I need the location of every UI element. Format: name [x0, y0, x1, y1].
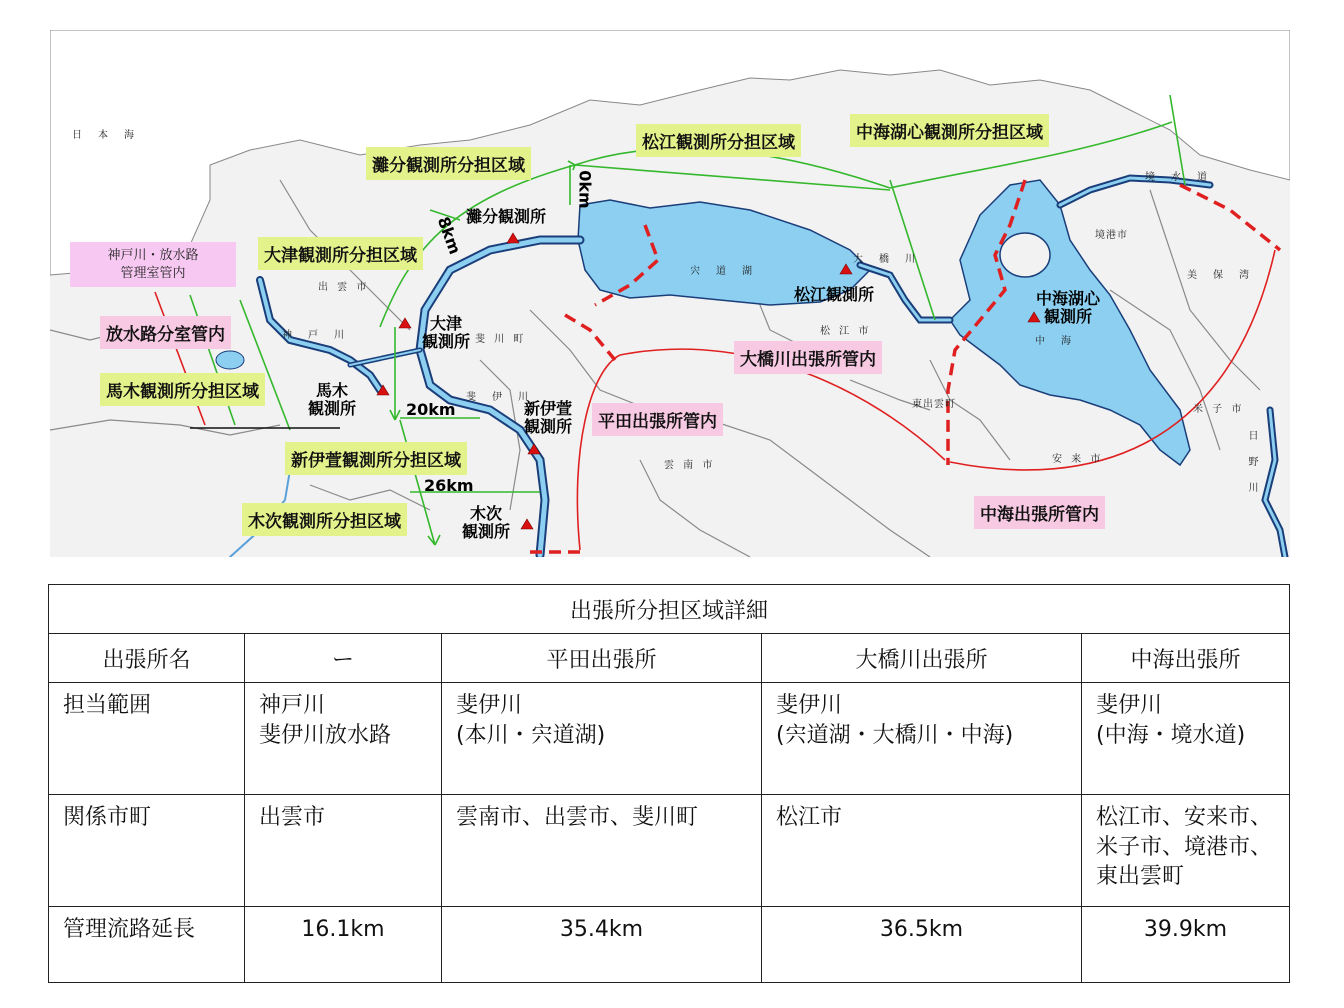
table-row — [49, 795, 1290, 907]
label-hii-river: 斐 伊 川 — [466, 392, 531, 403]
table-cell: 松江市 — [762, 795, 1082, 907]
label-kando-river: 神 戸 川 — [282, 330, 347, 341]
station-otsu-label: 大津 観測所 — [422, 314, 471, 351]
area-label-otsu: 大津観測所分担区域 — [258, 237, 423, 270]
region-izumo: 出 雲 市 — [318, 282, 370, 293]
table-row — [49, 683, 1290, 795]
station-nadabun-marker — [507, 233, 519, 243]
table-cell: 斐伊川 (本川・宍道湖) — [442, 683, 762, 795]
office-label-kando: 神戸川・放水路 管理室管内 — [70, 242, 236, 287]
office-label-nakaumi: 中海出張所管内 — [974, 496, 1105, 529]
station-magi-label: 馬木 観測所 — [308, 381, 357, 418]
station-otsu-marker — [399, 318, 411, 328]
table-header-row — [49, 634, 1290, 683]
region-hikawa: 斐 川 町 — [475, 334, 527, 345]
station-matsue-label: 松江観測所 — [794, 285, 875, 304]
region-sakaiminato: 境港市 — [1095, 230, 1128, 241]
table-cell: 36.5km — [762, 907, 1082, 983]
table-header: ー — [245, 634, 442, 683]
station-shinisuge-label: 新伊萱 観測所 — [524, 399, 573, 436]
river-management-map — [50, 30, 1290, 557]
table-cell: 神戸川 斐伊川放水路 — [245, 683, 442, 795]
table-cell: 出雲市 — [245, 795, 442, 907]
km-marker-20: 20km — [406, 400, 456, 419]
map-graphics — [50, 30, 1290, 557]
table-cell: 雲南市、出雲市、斐川町 — [442, 795, 762, 907]
row-label: 管理流路延長 — [49, 907, 245, 983]
region-nakaumi: 中 海 — [1035, 336, 1074, 347]
table-cell: 39.9km — [1082, 907, 1290, 983]
sea-label: 日 本 海 — [72, 130, 137, 141]
small-pond — [216, 351, 244, 369]
office-label-hosuiro: 放水路分室管内 — [100, 316, 231, 349]
station-nakaumi-label: 中海湖心 観測所 — [1036, 289, 1101, 326]
km-marker-26: 26km — [424, 476, 474, 495]
station-nadabun-label: 灘分観測所 — [466, 207, 547, 226]
area-label-shinisuge: 新伊萱観測所分担区域 — [285, 442, 467, 475]
station-kitsugi-label: 木次 観測所 — [462, 504, 511, 541]
table-header: 大橋川出張所 — [762, 634, 1082, 683]
label-sakai-channel: 境 水 道 — [1145, 172, 1210, 183]
region-shinji-lake: 宍 道 湖 — [690, 266, 755, 277]
label-hino-river: 日 野 川 — [1246, 430, 1257, 495]
table-cell: 松江市、安来市、 米子市、境港市、 東出雲町 — [1082, 795, 1290, 907]
region-yasugi: 安 来 市 — [1052, 454, 1104, 465]
label-ohashi-river: 大 橋 川 — [853, 254, 918, 265]
table-header: 平田出張所 — [442, 634, 762, 683]
table-title: 出張所分担区域詳細 — [49, 585, 1290, 634]
table-row — [49, 907, 1290, 983]
row-label: 関係市町 — [49, 795, 245, 907]
station-kitsugi-marker — [521, 519, 533, 529]
region-higashiizumo: 東出雲町 — [912, 399, 956, 410]
area-label-nadabun: 灘分観測所分担区域 — [366, 147, 531, 180]
office-detail-table — [48, 584, 1290, 983]
row-label: 担当範囲 — [49, 683, 245, 795]
table-header: 中海出張所 — [1082, 634, 1290, 683]
area-label-matsue: 松江観測所分担区域 — [636, 124, 801, 157]
region-matsue: 松 江 市 — [820, 326, 872, 337]
daikon-island — [1000, 233, 1050, 277]
office-label-ohashi: 大橋川出張所管内 — [734, 341, 882, 374]
region-miho-bay: 美 保 湾 — [1187, 270, 1252, 281]
table-header: 出張所名 — [49, 634, 245, 683]
area-label-kitsugi: 木次観測所分担区域 — [242, 503, 407, 536]
km-marker-0: 0km — [575, 170, 595, 209]
area-label-nakaumi: 中海湖心観測所分担区域 — [850, 114, 1049, 147]
table-title-row — [49, 585, 1290, 634]
km-marker-8: 8km — [433, 214, 465, 257]
region-yonago: 米 子 市 — [1193, 404, 1245, 415]
table-cell: 16.1km — [245, 907, 442, 983]
office-label-hirata: 平田出張所管内 — [592, 403, 723, 436]
table-cell: 35.4km — [442, 907, 762, 983]
region-unnan: 雲 南 市 — [664, 460, 716, 471]
area-label-magi: 馬木観測所分担区域 — [100, 373, 265, 406]
table-cell: 斐伊川 (宍道湖・大橋川・中海) — [762, 683, 1082, 795]
table-cell: 斐伊川 (中海・境水道) — [1082, 683, 1290, 795]
